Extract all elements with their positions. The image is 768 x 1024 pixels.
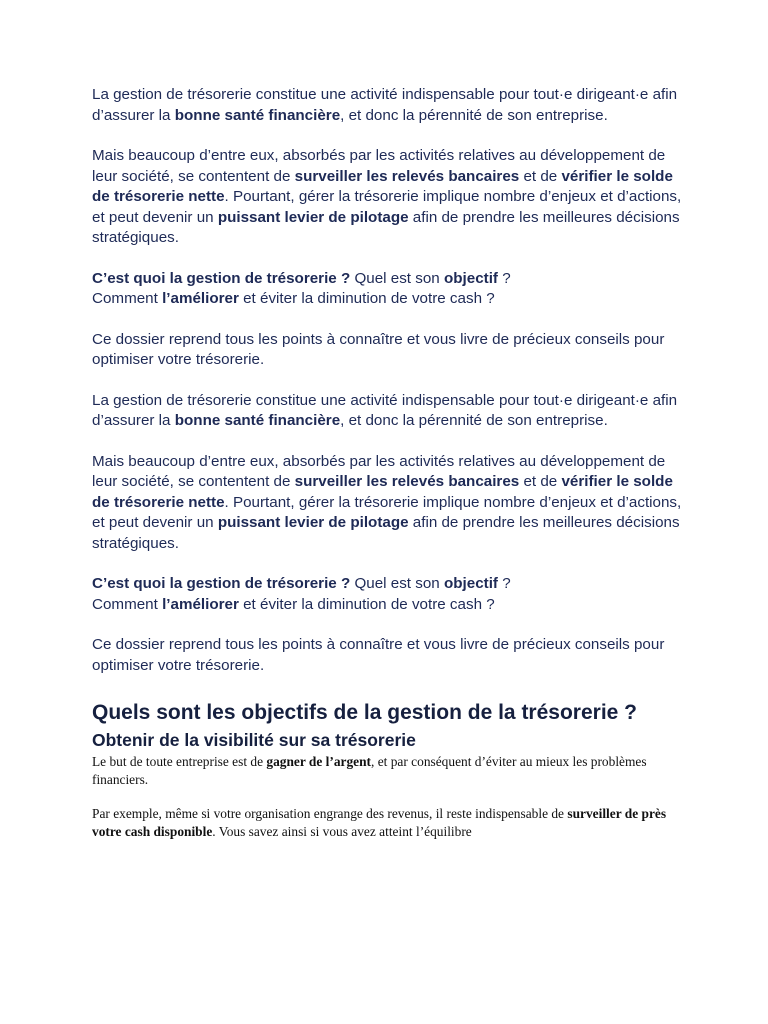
document-page	[92, 85, 692, 857]
intro-paragraph-2: Mais beaucoup d’entre eux, absorbés par les activités relatives au développement de leur société, se contentent de surveiller les relevés bancaires et de vérifier le solde de trésorerie nette. Pourtant, gérer la trésorerie implique nombre d’enjeux et d’actions, et peut devenir un puissant levier de pilotage afin de prendre les meilleures décisions stratégiques.	[92, 147, 682, 246]
body-paragraph-2: Par exemple, même si votre organisation engrange des revenus, il reste indispensable de surveiller de près votre cash disponible. Vous savez ainsi si vous avez atteint l’équilibre	[92, 806, 667, 839]
intro-paragraph-1-repeat: La gestion de trésorerie constitue une activité indispensable pour tout·e dirigeant·e afin d’assurer la bonne santé financière, et donc la pérennité de son entreprise.	[92, 391, 678, 429]
intro-questions-repeat: C’est quoi la gestion de trésorerie ? Quel est son objectif ? Comment l’améliorer et éviter la diminution de votre cash ?	[92, 575, 511, 613]
section-heading: Quels sont les objectifs de la gestion de la trésorerie ?	[92, 701, 637, 724]
intro-questions: C’est quoi la gestion de trésorerie ? Quel est son objectif ? Comment l’améliorer et éviter la diminution de votre cash ?	[92, 269, 511, 307]
subsection-heading: Obtenir de la visibilité sur sa trésorerie	[92, 730, 416, 750]
intro-paragraph-2-repeat: Mais beaucoup d’entre eux, absorbés par les activités relatives au développement de leur société, se contentent de surveiller les relevés bancaires et de vérifier le solde de trésorerie nette. Pourtant, gérer la trésorerie implique nombre d’enjeux et d’actions, et peut devenir un puissant levier de pilotage afin de prendre les meilleures décisions stratégiques.	[92, 452, 682, 552]
intro-summary: Ce dossier reprend tous les points à connaître et vous livre de précieux conseils pour optimiser votre trésorerie.	[92, 330, 665, 368]
intro-paragraph-1: La gestion de trésorerie constitue une activité indispensable pour tout·e dirigeant·e afin d’assurer la bonne santé financière, et donc la pérennité de son entreprise.	[92, 86, 678, 124]
intro-summary-repeat: Ce dossier reprend tous les points à connaître et vous livre de précieux conseils pour optimiser votre trésorerie.	[92, 636, 665, 674]
body-paragraph-1: Le but de toute entreprise est de gagner de l’argent, et par conséquent d’éviter au mieux les problèmes financiers.	[92, 754, 647, 787]
